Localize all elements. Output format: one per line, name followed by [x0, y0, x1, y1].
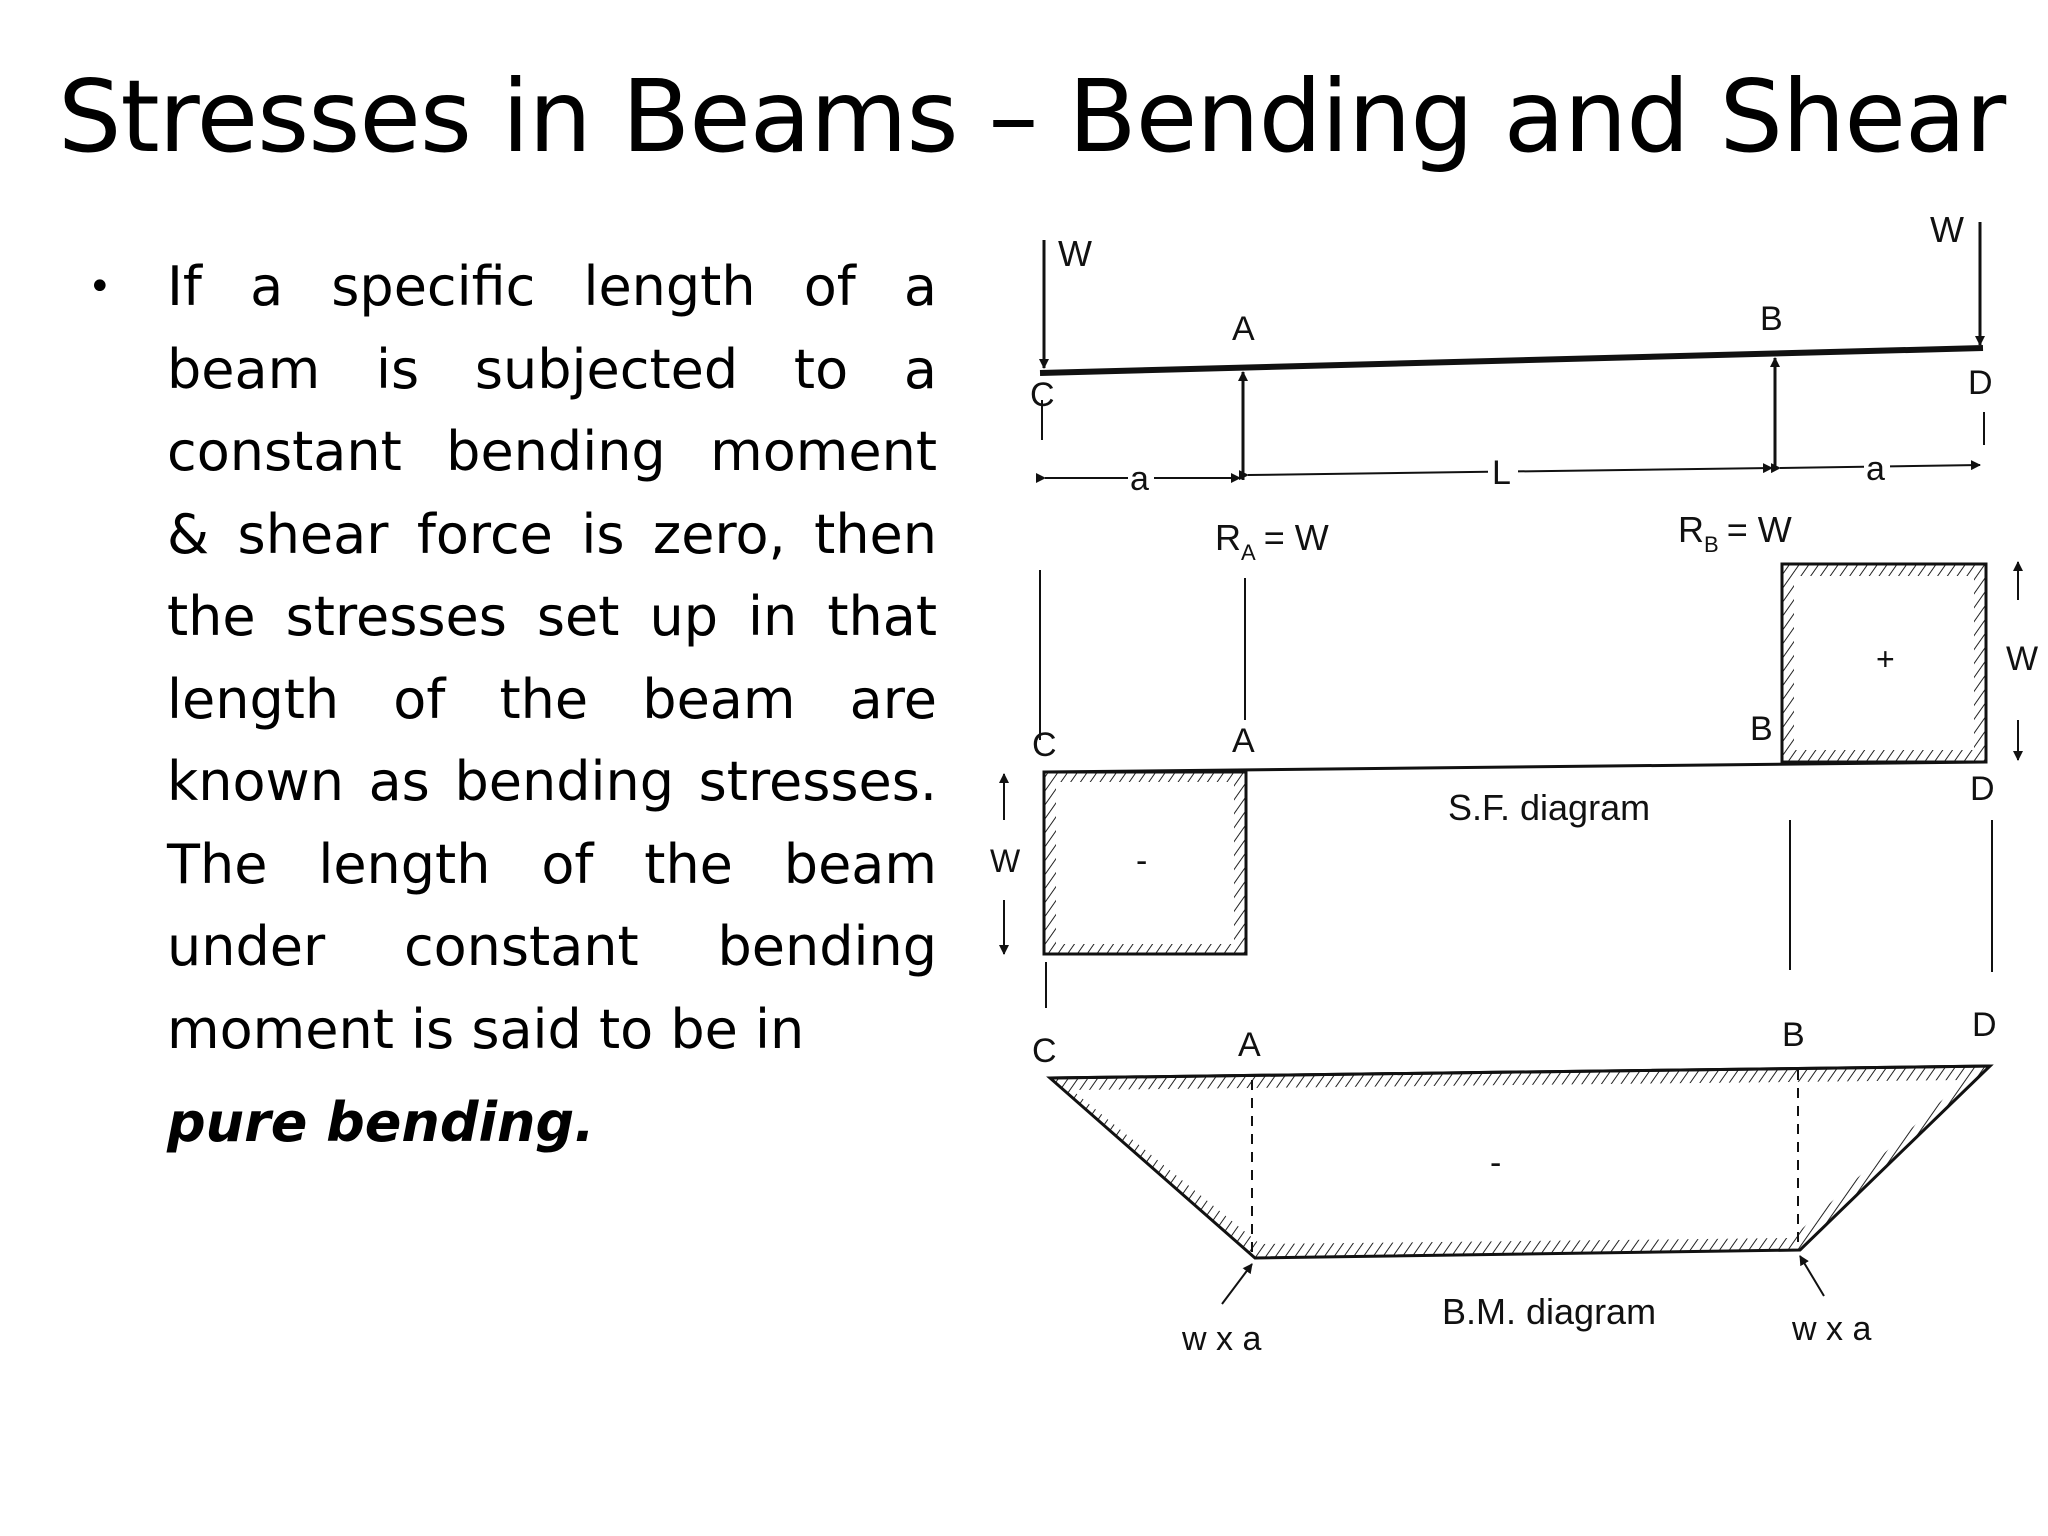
beam-diagram — [960, 200, 2040, 1400]
bullet-marker: • — [88, 264, 112, 310]
bm-point-b: B — [1782, 1016, 1805, 1054]
bullet-text: If a specific length of a beam is subjected to a constant bending moment & shear force is zero, then the stresses set up in that length of the beam are known as bending stresses. The length of the beam under constant bending moment is said to be in — [167, 255, 937, 1061]
bullet-text-emphasis: pure bending. — [167, 1091, 595, 1154]
sf-point-a: A — [1232, 722, 1255, 760]
beam-diagram-figure — [960, 200, 2040, 1404]
sf-point-c: C — [1032, 726, 1057, 764]
sf-positive-sign: + — [1876, 641, 1895, 677]
sf-point-d: D — [1970, 770, 1995, 808]
dim-a-right-label: a — [1866, 450, 1885, 488]
slide-title: Stresses in Beams – Bending and Shear — [58, 58, 2006, 175]
bm-value-left: w x a — [1182, 1320, 1262, 1358]
sf-point-b: B — [1750, 710, 1773, 748]
bm-value-right: w x a — [1792, 1310, 1872, 1348]
bm-point-a: A — [1238, 1026, 1261, 1064]
bm-sign: - — [1490, 1144, 1502, 1182]
sf-height-right-label: W — [2006, 640, 2039, 678]
sf-diagram — [990, 562, 2038, 1008]
load-left-label: W — [1058, 233, 1092, 274]
sf-height-left-label: W — [990, 843, 1021, 879]
loaded-beam — [1030, 209, 1993, 565]
bm-point-d: D — [1972, 1006, 1997, 1044]
point-a-label: A — [1232, 310, 1255, 348]
reaction-b-label: $R_B = W$ — [1678, 509, 1792, 557]
bm-point-c: C — [1032, 1032, 1057, 1070]
point-d-label: D — [1968, 364, 1993, 402]
beam-line — [1040, 348, 1983, 373]
sf-diagram-label: S.F. diagram — [1448, 787, 1651, 828]
dim-l-label: L — [1492, 454, 1511, 492]
bm-diagram-label: B.M. diagram — [1442, 1291, 1657, 1332]
point-b-label: B — [1760, 300, 1783, 338]
load-right-label: W — [1930, 209, 1964, 250]
reaction-a-label: $R_A = W$ — [1215, 517, 1329, 565]
bm-diagram — [1032, 1006, 1997, 1358]
sf-negative-sign: - — [1136, 842, 1148, 880]
dim-a-left-label: a — [1130, 460, 1149, 498]
point-c-label: C — [1030, 376, 1055, 414]
